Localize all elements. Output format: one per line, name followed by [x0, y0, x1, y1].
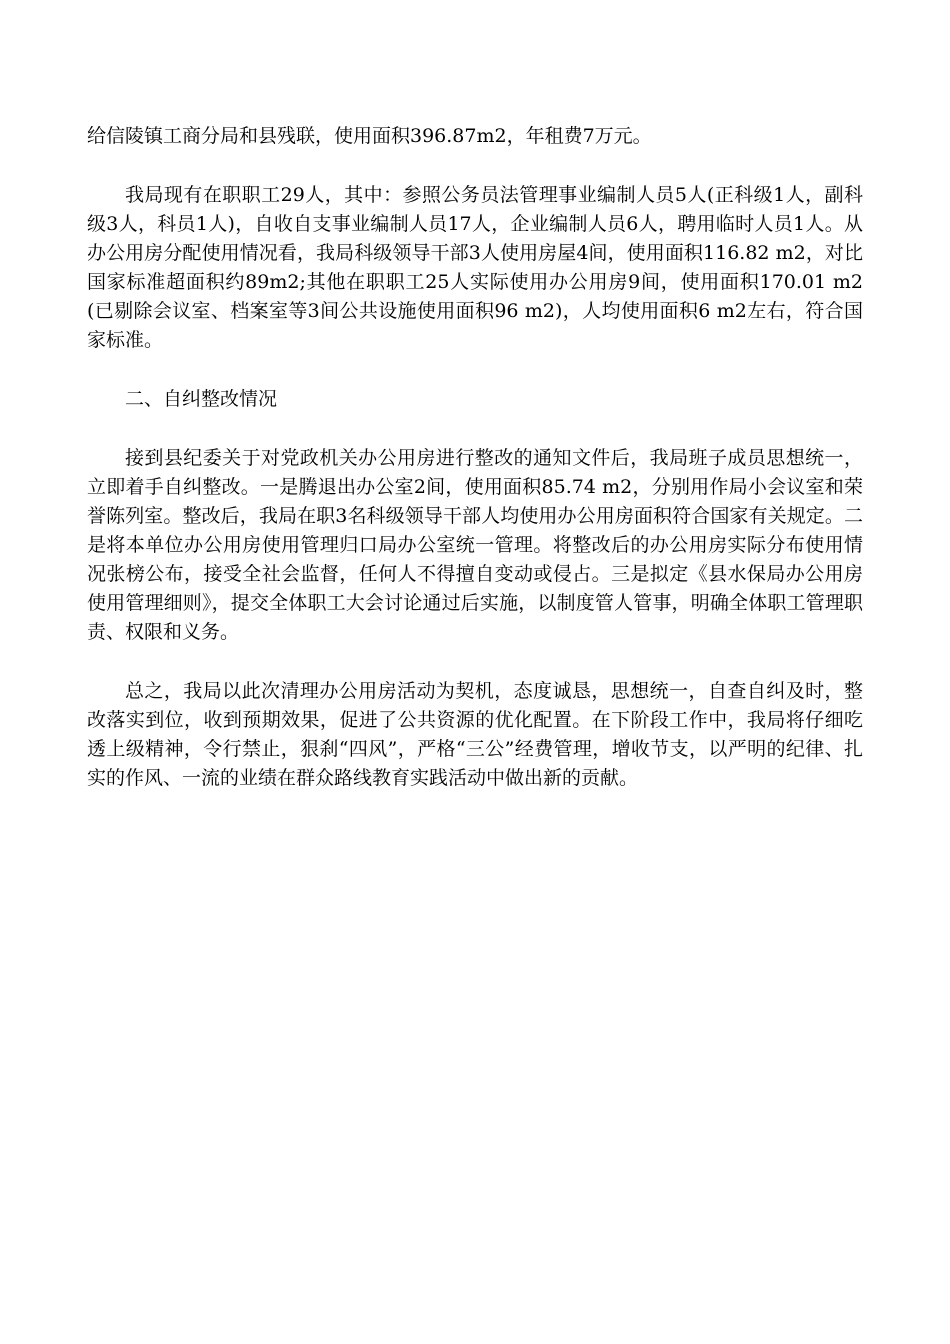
document-body — [87, 122, 863, 793]
paragraph-rectification-measures: 接到县纪委关于对党政机关办公用房进行整改的通知文件后，我局班子成员思想统一，立即着手自纠整改。一是腾退出办公室2间，使用面积85.74 m2，分别用作局小会议室和荣誉陈列室。整改后，我局在职3名科级领导干部人均使用办公用房面积符合国家有关规定。二是将本单位办公用房使用管理归口局办公室统一管理。将整改后的办公用房实际分布使用情况张榜公布，接受全社会监督，任何人不得擅自变动或侵占。三是拟定《县水保局办公用房使用管理细则》，提交全体职工大会讨论通过后实施，以制度管人管事，明确全体职工管理职责、权限和义务。 — [87, 447, 863, 643]
paragraph-rental-info: 给信陵镇工商分局和县残联，使用面积396.87m2，年租费7万元。 — [87, 125, 652, 147]
paragraph-conclusion: 总之，我局以此次清理办公用房活动为契机，态度诚恳，思想统一，自查自纠及时，整改落实到位，收到预期效果，促进了公共资源的优化配置。在下阶段工作中，我局将仔细吃透上级精神，令行禁止，狠刹“四风”，严格“三公”经费管理，增收节支，以严明的纪律、扎实的作风、一流的业绩在群众路线教育实践活动中做出新的贡献。 — [87, 680, 863, 789]
paragraph-staff-and-office-usage: 我局现有在职职工29人，其中：参照公务员法管理事业编制人员5人(正科级1人，副科级3人，科员1人)，自收自支事业编制人员17人，企业编制人员6人，聘用临时人员1人。从办公用房分配使用情况看，我局科级领导干部3人使用房屋4间，使用面积116.82 m2，对比国家标准超面积约89m2;其他在职职工25人实际使用办公用房9间，使用面积170.01 m2(已剔除会议室、档案室等3间公共设施使用面积96 m2)，人均使用面积6 m2左右，符合国家标准。 — [87, 184, 863, 351]
section-heading-self-correction: 二、自纠整改情况 — [125, 388, 278, 410]
